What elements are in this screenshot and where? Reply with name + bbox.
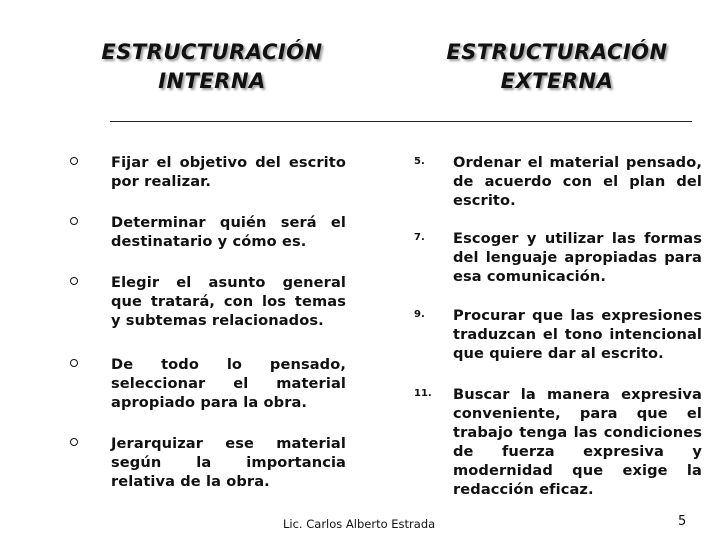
- list-item: [414, 229, 702, 286]
- internal-steps-list: [70, 153, 346, 513]
- list-item: [70, 273, 346, 330]
- list-item: [70, 355, 346, 412]
- item-number: 11.: [414, 388, 432, 399]
- heading-line: INTERNA: [158, 69, 266, 93]
- circle-bullet-icon: [70, 277, 78, 285]
- circle-bullet-icon: [70, 359, 78, 367]
- divider-line: [110, 121, 692, 122]
- list-item-text: Elegir el asunto general que tratará, con los temas y subtemas relacionados.: [111, 274, 346, 329]
- heading-internal-structuring: [96, 38, 328, 96]
- list-item-text: Buscar la manera expresiva conveniente, para que el trabajo tenga las condiciones de fuerza expresiva y modernidad que exige la redacción eficaz.: [453, 386, 702, 498]
- list-item-text: Procurar que las expresiones traduzcan el tono intencional que quiere dar al escrito.: [453, 307, 702, 362]
- item-number: 7.: [414, 232, 425, 243]
- item-number: 5.: [414, 156, 425, 167]
- list-item: [70, 434, 346, 491]
- list-item-text: Jerarquizar ese material según la importancia relativa de la obra.: [111, 435, 346, 490]
- circle-bullet-icon: [70, 438, 78, 446]
- list-item-text: Escoger y utilizar las formas del lenguaje apropiadas para esa comunicación.: [453, 230, 702, 285]
- circle-bullet-icon: [70, 217, 78, 225]
- list-item: [70, 153, 346, 191]
- heading-line: EXTERNA: [500, 69, 614, 93]
- list-item: [70, 213, 346, 251]
- item-number: 9.: [414, 309, 425, 320]
- list-item: [414, 153, 702, 210]
- heading-line: ESTRUCTURACIÓN: [101, 40, 323, 64]
- heading-line: ESTRUCTURACIÓN: [446, 40, 668, 64]
- list-item-text: De todo lo pensado, seleccionar el material apropiado para la obra.: [111, 356, 346, 411]
- footer-author: Lic. Carlos Alberto Estrada: [283, 517, 436, 531]
- list-item-text: Ordenar el material pensado, de acuerdo con el plan del escrito.: [453, 154, 702, 209]
- circle-bullet-icon: [70, 157, 78, 165]
- heading-external-structuring: [428, 38, 686, 96]
- page-number: 5: [678, 514, 687, 529]
- list-item: [414, 306, 702, 363]
- list-item-text: Fijar el objetivo del escrito por realizar.: [111, 154, 346, 190]
- list-item: [414, 385, 702, 499]
- list-item-text: Determinar quién será el destinatario y cómo es.: [111, 214, 346, 250]
- external-steps-list: [414, 153, 702, 518]
